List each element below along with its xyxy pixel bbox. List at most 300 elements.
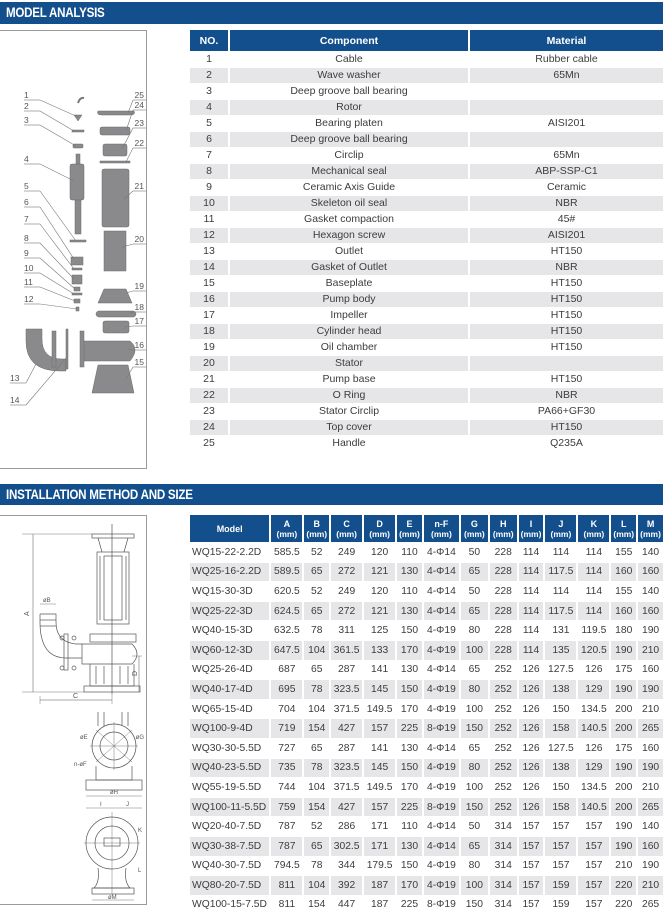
- part-number: 2: [190, 67, 230, 83]
- parts-row: [190, 403, 663, 419]
- part-number: 6: [190, 131, 230, 147]
- col-name: H: [499, 518, 507, 529]
- col-name: L: [621, 518, 627, 529]
- size-row: [190, 758, 663, 778]
- size-row: [190, 875, 663, 895]
- dimension-value: 727: [271, 738, 304, 758]
- part-material: [470, 83, 663, 99]
- dimension-value: 787: [271, 816, 304, 836]
- callout-15: 15: [134, 357, 144, 367]
- size-row: [190, 856, 663, 876]
- dimension-value: 228: [490, 542, 519, 562]
- part-component: O Ring: [230, 387, 470, 403]
- dimension-value: 114: [519, 542, 546, 562]
- dimension-value: 759: [271, 797, 304, 817]
- dimension-value: 100: [461, 875, 490, 895]
- shaft-top-part: [76, 154, 80, 164]
- callout-3: 3: [24, 115, 29, 125]
- dimension-value: 160: [638, 601, 663, 621]
- model-name: WQ80-20-7.5D: [190, 875, 271, 895]
- size-row: [190, 562, 663, 582]
- parts-row: [190, 99, 663, 115]
- dimension-value: 157: [545, 856, 578, 876]
- dimension-value: 719: [271, 718, 304, 738]
- dimension-value: 361.5: [331, 640, 364, 660]
- part-component: Pump body: [230, 291, 470, 307]
- dimension-value: 100: [461, 640, 490, 660]
- dimension-value: 4-Φ14: [424, 581, 461, 601]
- part-component: Hexagon screw: [230, 227, 470, 243]
- dim-label-i: I: [100, 802, 102, 808]
- model-name: WQ15-22-2.2D: [190, 542, 271, 562]
- dimension-value: 114: [519, 601, 546, 621]
- size-row: [190, 895, 663, 914]
- callout-11: 11: [24, 277, 33, 287]
- dim-label-e: øE: [80, 735, 88, 741]
- dimension-value: 190: [611, 679, 638, 699]
- dimension-value: 4-Φ14: [424, 836, 461, 856]
- callout-13: 13: [10, 373, 20, 383]
- callout-7: 7: [24, 214, 29, 224]
- dimension-value: 65: [461, 660, 490, 680]
- col-unit: (mm): [492, 528, 514, 539]
- callout-2: 2: [24, 101, 29, 111]
- dimension-value: 170: [397, 699, 424, 719]
- dimension-value: 632.5: [271, 620, 304, 640]
- dimension-value: 130: [397, 660, 424, 680]
- dimension-value: 140: [638, 816, 663, 836]
- dimension-value: 65: [304, 562, 331, 582]
- dimension-value: 78: [304, 758, 331, 778]
- dimension-value: 4-Φ19: [424, 875, 461, 895]
- dimension-value: 140.5: [578, 797, 611, 817]
- parts-row: [190, 147, 663, 163]
- callout-10: 10: [24, 263, 34, 273]
- col-unit: (mm): [306, 528, 328, 539]
- dimension-value: 114: [578, 562, 611, 582]
- col-m: [638, 515, 663, 542]
- dimension-value: 187: [364, 895, 397, 914]
- callout-18: 18: [134, 302, 144, 312]
- dimension-value: 265: [638, 895, 663, 914]
- dimension-value: 126: [578, 738, 611, 758]
- part-number: 16: [190, 291, 230, 307]
- dimension-value: 121: [364, 601, 397, 621]
- size-row: [190, 640, 663, 660]
- part-material: HT150: [470, 275, 663, 291]
- parts-row: [190, 83, 663, 99]
- dimension-value: 50: [461, 816, 490, 836]
- col-name: Model: [216, 523, 243, 534]
- dimension-value: 65: [461, 601, 490, 621]
- dimension-value: 126: [519, 738, 546, 758]
- callout-1: 1: [24, 90, 29, 100]
- dimension-value: 104: [304, 777, 331, 797]
- dimension-value: 159: [545, 875, 578, 895]
- shaft-part: [75, 200, 81, 234]
- col-g: [461, 515, 490, 542]
- dimension-value: 190: [638, 679, 663, 699]
- dimension-value: 4-Φ14: [424, 601, 461, 621]
- dimension-value: 155: [611, 581, 638, 601]
- dimension-value: 104: [304, 640, 331, 660]
- dimension-value: 171: [364, 816, 397, 836]
- dimension-value: 157: [364, 718, 397, 738]
- dimension-value: 157: [519, 895, 546, 914]
- dimension-value: 120: [364, 542, 397, 562]
- parts-row: [190, 387, 663, 403]
- callout-9: 9: [24, 248, 29, 258]
- col-c: [331, 515, 364, 542]
- dimension-value: 190: [638, 620, 663, 640]
- model-name: WQ55-19-5.5D: [190, 777, 271, 797]
- parts-row: [190, 243, 663, 259]
- callout-17: 17: [134, 316, 144, 326]
- dimension-value: 114: [519, 620, 546, 640]
- dimension-value: 125: [364, 620, 397, 640]
- dim-label-a: A: [24, 611, 31, 616]
- callout-21: 21: [134, 181, 144, 191]
- dimension-value: 130: [397, 562, 424, 582]
- dim-label-c: C: [73, 693, 79, 700]
- part-material: PA66+GF30: [470, 403, 663, 419]
- callout-12: 12: [24, 294, 34, 304]
- part-number: 11: [190, 211, 230, 227]
- dimension-value: 4-Φ19: [424, 758, 461, 778]
- callout-6: 6: [24, 197, 29, 207]
- dimension-value: 252: [490, 797, 519, 817]
- part-component: Gasket of Outlet: [230, 259, 470, 275]
- dimension-value: 52: [304, 581, 331, 601]
- dimension-value: 228: [490, 562, 519, 582]
- part-number: 1: [190, 51, 230, 67]
- exploded-view-diagram: [0, 30, 147, 469]
- size-row: [190, 660, 663, 680]
- dimension-value: 228: [490, 601, 519, 621]
- size-row: [190, 542, 663, 562]
- section-header-installation: [0, 484, 663, 505]
- part-number: 7: [190, 147, 230, 163]
- dimension-value: 210: [611, 856, 638, 876]
- dim-label-j: J: [126, 802, 129, 808]
- dimension-value: 135: [545, 640, 578, 660]
- parts-row: [190, 227, 663, 243]
- dimension-value: 150: [461, 797, 490, 817]
- dimension-value: 126: [519, 758, 546, 778]
- dim-label-g: øG: [135, 735, 144, 741]
- dimension-value: 65: [304, 601, 331, 621]
- side-view: [22, 524, 142, 704]
- bearing-part: [73, 144, 83, 148]
- dimension-value: 149.5: [364, 699, 397, 719]
- dimension-value: 249: [331, 542, 364, 562]
- dimension-value: 65: [461, 738, 490, 758]
- dimension-value: 200: [611, 718, 638, 738]
- part-component: Rotor: [230, 99, 470, 115]
- dimension-value: 157: [519, 836, 546, 856]
- dimension-value: 134.5: [578, 699, 611, 719]
- part-component: Wave washer: [230, 67, 470, 83]
- dimension-value: 114: [545, 581, 578, 601]
- dimension-value: 160: [611, 562, 638, 582]
- dimension-value: 8-Φ19: [424, 895, 461, 914]
- col-name: C: [343, 518, 350, 529]
- dimension-value: 160: [638, 562, 663, 582]
- dimension-value: 127.5: [545, 660, 578, 680]
- part-number: 20: [190, 355, 230, 371]
- col-i: [519, 515, 546, 542]
- part-material: [470, 131, 663, 147]
- size-row: [190, 777, 663, 797]
- dimension-value: 210: [638, 777, 663, 797]
- part-number: 13: [190, 243, 230, 259]
- dimension-value: 157: [578, 836, 611, 856]
- parts-table-header: [190, 30, 663, 51]
- part-material: AISI201: [470, 115, 663, 131]
- top-cover-part: [100, 127, 130, 135]
- dimension-value: 210: [638, 875, 663, 895]
- part-material: NBR: [470, 387, 663, 403]
- col-unit: (mm): [369, 528, 390, 539]
- dimension-value: 160: [611, 601, 638, 621]
- part-material: Q235A: [470, 435, 663, 451]
- dimension-value: 314: [490, 856, 519, 876]
- part-component: Pump base: [230, 371, 470, 387]
- dimension-value: 150: [397, 679, 424, 699]
- dimension-value: 100: [461, 699, 490, 719]
- dimension-value: 225: [397, 718, 424, 738]
- o-ring-part: [100, 161, 130, 163]
- dimension-value: 145: [364, 679, 397, 699]
- part-component: Gasket compaction: [230, 211, 470, 227]
- part-number: 23: [190, 403, 230, 419]
- col-unit: (mm): [613, 528, 635, 539]
- dimension-value: 126: [578, 660, 611, 680]
- dimension-value: 157: [519, 856, 546, 876]
- dim-label-f: n-øF: [74, 762, 87, 768]
- exploded-pump-drawing: [0, 31, 146, 468]
- dimension-value: 265: [638, 797, 663, 817]
- dim-label-h: øH: [110, 790, 118, 796]
- col-name: D: [376, 518, 383, 529]
- dimension-value: 744: [271, 777, 304, 797]
- parts-row: [190, 211, 663, 227]
- dimension-value: 52: [304, 542, 331, 562]
- dimension-value: 114: [545, 542, 578, 562]
- dimension-value: 427: [331, 797, 364, 817]
- col-unit: (mm): [640, 528, 661, 539]
- dimension-value: 252: [490, 660, 519, 680]
- dimension-value: 145: [364, 758, 397, 778]
- dimension-value: 141: [364, 660, 397, 680]
- dimension-value: 311: [331, 620, 364, 640]
- stator-part: [104, 231, 126, 271]
- dimension-value: 114: [519, 562, 546, 582]
- callout-22: 22: [134, 138, 144, 148]
- dimension-value: 157: [578, 895, 611, 914]
- col-unit: (mm): [550, 528, 572, 539]
- col-name: E: [406, 518, 413, 529]
- dim-label-k: K: [138, 828, 143, 834]
- dimension-value: 220: [611, 895, 638, 914]
- size-row: [190, 797, 663, 817]
- dimension-value: 150: [461, 718, 490, 738]
- dimension-value: 687: [271, 660, 304, 680]
- dimension-value: 154: [304, 718, 331, 738]
- callout-4: 4: [24, 154, 29, 164]
- dimension-value: 323.5: [331, 758, 364, 778]
- dimension-value: 157: [578, 875, 611, 895]
- dimension-value: 126: [519, 777, 546, 797]
- dimension-value: 130: [397, 601, 424, 621]
- dimension-value: 157: [519, 816, 546, 836]
- part-number: 15: [190, 275, 230, 291]
- top-view: [84, 802, 142, 901]
- part-material: HT150: [470, 339, 663, 355]
- dimension-value: 157: [364, 797, 397, 817]
- model-name: WQ100-15-7.5D: [190, 895, 271, 914]
- dimension-value: 131: [545, 620, 578, 640]
- part-material: HT150: [470, 291, 663, 307]
- dimension-value: 190: [611, 816, 638, 836]
- dimension-value: 126: [519, 679, 546, 699]
- dimension-value: 427: [331, 718, 364, 738]
- parts-row: [190, 435, 663, 451]
- dimension-value: 252: [490, 758, 519, 778]
- dimension-value: 170: [397, 640, 424, 660]
- dimension-value: 126: [519, 660, 546, 680]
- col-name: B: [313, 518, 320, 529]
- dimension-value: 119.5: [578, 620, 611, 640]
- dimension-value: 647.5: [271, 640, 304, 660]
- dimension-value: 138: [545, 758, 578, 778]
- dimension-value: 157: [545, 836, 578, 856]
- dimension-value: 252: [490, 777, 519, 797]
- col-name: J: [558, 518, 564, 529]
- dimension-drawing: [0, 516, 146, 904]
- dimension-value: 140.5: [578, 718, 611, 738]
- dimension-value: 160: [638, 836, 663, 856]
- dimension-value: 302.5: [331, 836, 364, 856]
- dimension-value: 120.5: [578, 640, 611, 660]
- dimension-value: 141: [364, 738, 397, 758]
- part-component: Bearing platen: [230, 115, 470, 131]
- dimension-value: 150: [397, 856, 424, 876]
- bearing-2-part: [71, 257, 83, 265]
- dimension-value: 140: [638, 581, 663, 601]
- oil-chamber-part: [98, 289, 132, 303]
- part-component: Stator: [230, 355, 470, 371]
- cylinder-head-part: [96, 311, 136, 317]
- part-component: Outlet: [230, 243, 470, 259]
- dimension-value: 4-Φ14: [424, 562, 461, 582]
- callout-25: 25: [134, 90, 144, 100]
- dimension-value: 287: [331, 738, 364, 758]
- col-b: [304, 515, 331, 542]
- model-name: WQ100-9-4D: [190, 718, 271, 738]
- part-material: HT150: [470, 419, 663, 435]
- size-row: [190, 620, 663, 640]
- dimension-value: 140: [638, 542, 663, 562]
- col-name: I: [529, 518, 533, 529]
- dimension-value: 811: [271, 895, 304, 914]
- dimension-value: 126: [519, 718, 546, 738]
- dimension-value: 314: [490, 816, 519, 836]
- dimension-value: 228: [490, 640, 519, 660]
- dimension-value: 100: [461, 777, 490, 797]
- parts-row: [190, 339, 663, 355]
- dimension-value: 117.5: [545, 601, 578, 621]
- model-name: WQ25-26-4D: [190, 660, 271, 680]
- part-number: 8: [190, 163, 230, 179]
- dimension-value: 65: [461, 836, 490, 856]
- part-component: Ceramic Axis Guide: [230, 179, 470, 195]
- col-j: [545, 515, 578, 542]
- dimension-value: 179.5: [364, 856, 397, 876]
- model-name: WQ30-38-7.5D: [190, 836, 271, 856]
- part-material: 65Mn: [470, 147, 663, 163]
- dimension-value: 787: [271, 836, 304, 856]
- part-material: HT150: [470, 323, 663, 339]
- callout-5: 5: [24, 181, 29, 191]
- dimension-value: 129: [578, 679, 611, 699]
- part-component: Circlip: [230, 147, 470, 163]
- cable-part: [78, 98, 84, 103]
- col-model: [190, 515, 271, 542]
- part-component: Baseplate: [230, 275, 470, 291]
- part-number: 5: [190, 115, 230, 131]
- dimension-value: 190: [611, 758, 638, 778]
- dimension-value: 149.5: [364, 777, 397, 797]
- part-number: 18: [190, 323, 230, 339]
- dimension-value: 4-Φ19: [424, 620, 461, 640]
- outlet-gasket-part: [66, 329, 68, 369]
- dim-label-l: L: [138, 868, 142, 874]
- part-number: 19: [190, 339, 230, 355]
- body-flange-part: [80, 331, 84, 367]
- dimension-value: 585.5: [271, 542, 304, 562]
- dimension-value: 252: [490, 679, 519, 699]
- dimension-value: 114: [519, 581, 546, 601]
- dimension-value: 371.5: [331, 777, 364, 797]
- part-number: 17: [190, 307, 230, 323]
- dimension-value: 65: [304, 660, 331, 680]
- callout-14: 14: [10, 395, 20, 405]
- dimension-value: 80: [461, 620, 490, 640]
- size-table-header: [190, 515, 663, 542]
- dimension-value: 190: [638, 758, 663, 778]
- col-k: [578, 515, 611, 542]
- dimension-value: 150: [545, 699, 578, 719]
- part-component: Cable: [230, 51, 470, 67]
- dimension-value: 104: [304, 699, 331, 719]
- handle-part: [98, 111, 135, 115]
- dimension-value: 120: [364, 581, 397, 601]
- part-material: 45#: [470, 211, 663, 227]
- dimension-value: 371.5: [331, 699, 364, 719]
- col-a: [271, 515, 304, 542]
- col-h: [490, 515, 519, 542]
- part-component: Cylinder head: [230, 323, 470, 339]
- col-name: A: [283, 518, 291, 529]
- dimension-value: 180: [611, 620, 638, 640]
- col-l: [611, 515, 638, 542]
- col-name: M: [646, 518, 655, 529]
- baseplate-part: [92, 365, 134, 393]
- dimension-value: 190: [638, 856, 663, 876]
- part-component: Stator Circlip: [230, 403, 470, 419]
- dimension-value: 150: [545, 777, 578, 797]
